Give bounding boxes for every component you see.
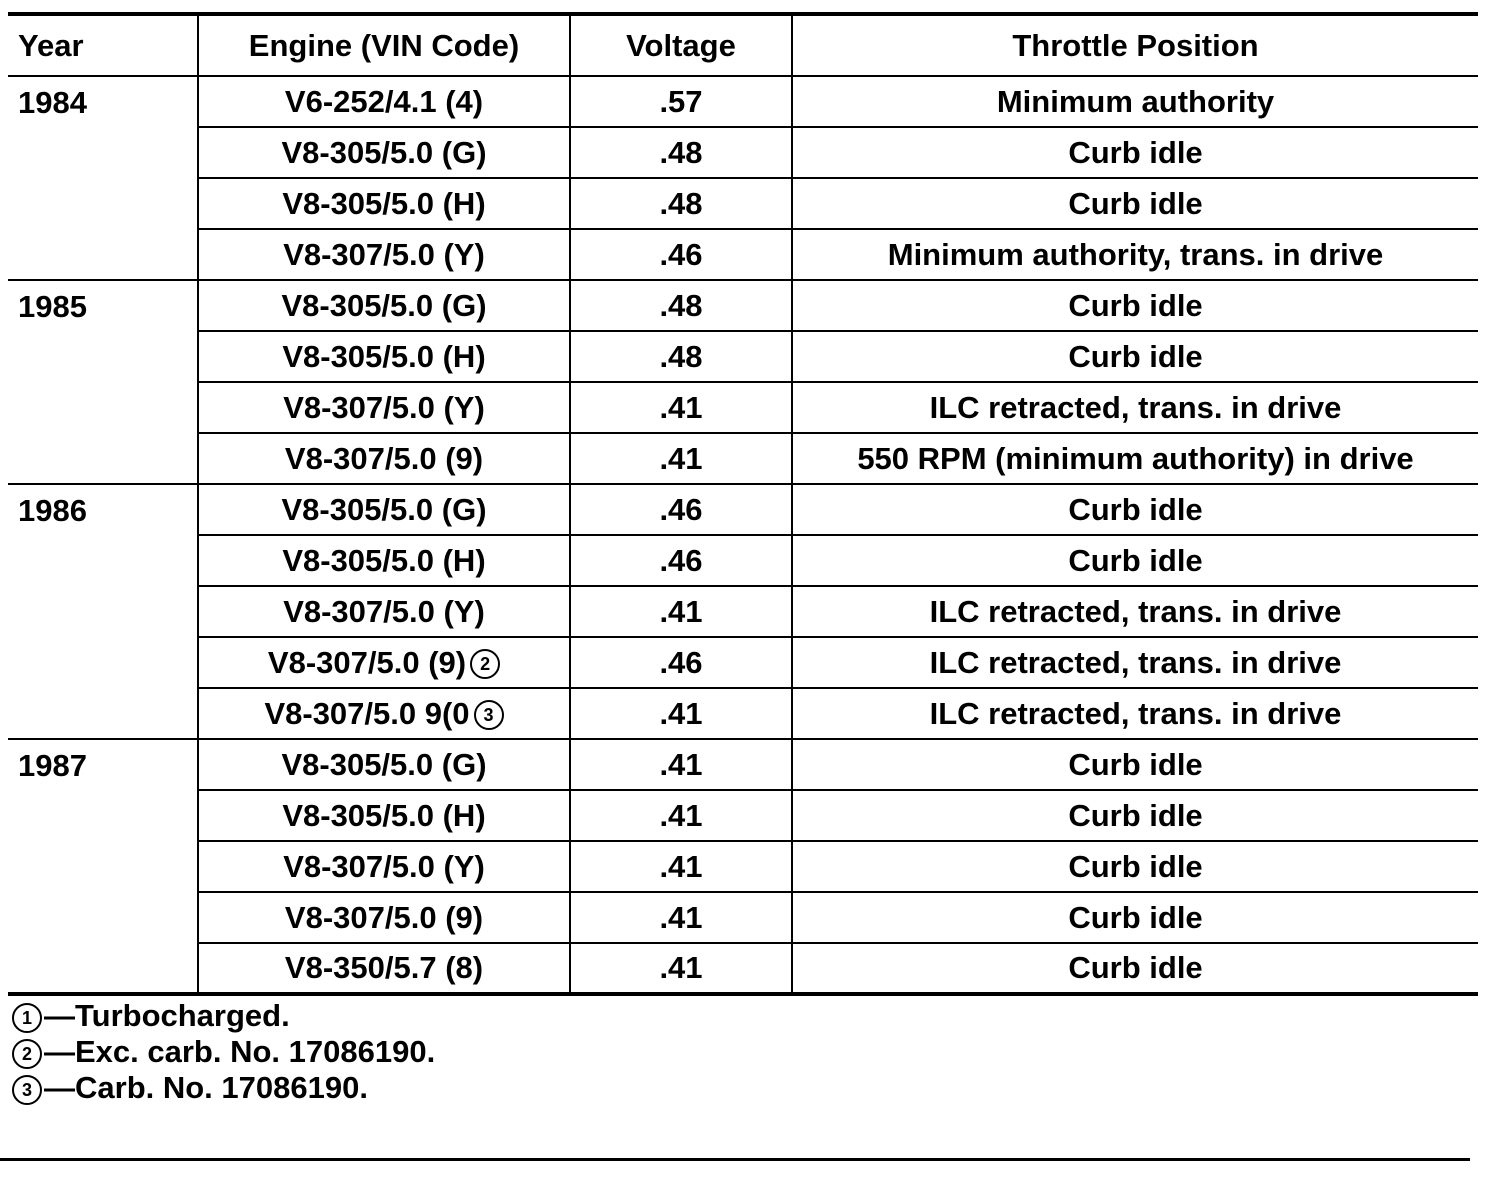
engine-text: V8-307/5.0 (Y) [283,848,485,884]
throttle-position-cell: Curb idle [792,841,1478,892]
footnote-text: —Carb. No. 17086190. [44,1070,368,1105]
table-row [8,280,1478,331]
table-row [8,76,1478,127]
table-row [8,382,1478,433]
table-body [8,76,1478,994]
engine-text: V8-305/5.0 (G) [281,287,487,323]
engine-cell [198,280,570,331]
voltage-cell: .48 [570,280,792,331]
engine-cell [198,943,570,994]
throttle-position-cell: Curb idle [792,892,1478,943]
footnote-text: —Turbocharged. [44,998,290,1033]
throttle-position-cell: Curb idle [792,943,1478,994]
engine-cell [198,76,570,127]
year-cell: 1986 [8,484,198,739]
footnote-number: 2 [12,1039,42,1069]
header-year: Year [8,14,198,76]
footnote-marker: 2 [470,649,500,679]
engine-text: V8-305/5.0 (H) [282,542,486,578]
table-row [8,586,1478,637]
voltage-cell: .46 [570,637,792,688]
voltage-cell: .57 [570,76,792,127]
throttle-position-cell: ILC retracted, trans. in drive [792,382,1478,433]
voltage-cell: .41 [570,841,792,892]
table-row [8,943,1478,994]
voltage-cell: .46 [570,229,792,280]
table-row [8,841,1478,892]
engine-cell [198,688,570,739]
engine-cell [198,178,570,229]
footnote [12,998,1478,1034]
engine-text: V8-305/5.0 (G) [281,134,487,170]
engine-text: V8-307/5.0 (Y) [283,389,485,425]
footnotes [8,998,1478,1106]
voltage-cell: .41 [570,586,792,637]
document-page [8,12,1478,1106]
throttle-position-cell: Curb idle [792,484,1478,535]
engine-text: V6-252/4.1 (4) [284,83,484,119]
engine-text: V8-307/5.0 9(0 [264,695,470,731]
voltage-cell: .48 [570,127,792,178]
voltage-cell: .48 [570,178,792,229]
footnote-marker: 3 [474,700,504,730]
engine-text: V8-307/5.0 (9) [284,440,484,476]
engine-text: V8-350/5.7 (8) [284,950,484,985]
table-row [8,178,1478,229]
footnote-text: —Exc. carb. No. 17086190. [44,1034,436,1069]
table-row [8,127,1478,178]
engine-cell [198,586,570,637]
voltage-cell: .41 [570,382,792,433]
table-row [8,688,1478,739]
engine-cell [198,382,570,433]
throttle-position-cell: Minimum authority [792,76,1478,127]
header-engine: Engine (VIN Code) [198,14,570,76]
voltage-cell: .41 [570,892,792,943]
throttle-position-cell: Curb idle [792,790,1478,841]
voltage-cell: .41 [570,739,792,790]
throttle-position-cell: ILC retracted, trans. in drive [792,637,1478,688]
table-row [8,637,1478,688]
engine-text: V8-307/5.0 (9) [267,644,467,680]
table-row [8,484,1478,535]
engine-cell [198,331,570,382]
table-row [8,229,1478,280]
throttle-position-cell: Curb idle [792,280,1478,331]
throttle-position-cell: ILC retracted, trans. in drive [792,688,1478,739]
engine-cell [198,892,570,943]
voltage-cell: .46 [570,484,792,535]
voltage-cell: .41 [570,943,792,994]
voltage-cell: .46 [570,535,792,586]
engine-text: V8-307/5.0 (9) [284,899,484,935]
engine-cell [198,127,570,178]
header-voltage: Voltage [570,14,792,76]
table-row [8,433,1478,484]
engine-cell [198,637,570,688]
throttle-position-spec-table [8,12,1478,996]
engine-text: V8-305/5.0 (G) [281,746,487,782]
engine-text: V8-305/5.0 (H) [282,797,486,833]
year-cell: 1984 [8,76,198,280]
throttle-position-cell: ILC retracted, trans. in drive [792,586,1478,637]
engine-cell [198,535,570,586]
footnote [12,1070,1478,1106]
engine-text: V8-307/5.0 (Y) [283,236,485,272]
footnote-number: 1 [12,1003,42,1033]
throttle-position-cell: Curb idle [792,739,1478,790]
engine-text: V8-307/5.0 (Y) [283,593,485,629]
voltage-cell: .48 [570,331,792,382]
footnote-number: 3 [12,1075,42,1105]
table-header-row [8,14,1478,76]
engine-cell [198,433,570,484]
throttle-position-cell: Curb idle [792,127,1478,178]
throttle-position-cell: 550 RPM (minimum authority) in drive [792,433,1478,484]
table-row [8,739,1478,790]
voltage-cell: .41 [570,790,792,841]
engine-text: V8-305/5.0 (G) [281,491,487,527]
table-row [8,892,1478,943]
year-cell: 1985 [8,280,198,484]
throttle-position-cell: Curb idle [792,178,1478,229]
table-row [8,790,1478,841]
engine-cell [198,790,570,841]
engine-text: V8-305/5.0 (H) [282,185,486,221]
throttle-position-cell: Curb idle [792,331,1478,382]
throttle-position-cell: Minimum authority, trans. in drive [792,229,1478,280]
voltage-cell: .41 [570,433,792,484]
table-row [8,331,1478,382]
engine-cell [198,739,570,790]
engine-cell [198,841,570,892]
table-row [8,535,1478,586]
year-cell: 1987 [8,739,198,994]
header-throttle-position: Throttle Position [792,14,1478,76]
voltage-cell: .41 [570,688,792,739]
engine-cell [198,484,570,535]
throttle-position-cell: Curb idle [792,535,1478,586]
bottom-rule [0,1158,1470,1161]
engine-cell [198,229,570,280]
footnote [12,1034,1478,1070]
engine-text: V8-305/5.0 (H) [282,338,486,374]
